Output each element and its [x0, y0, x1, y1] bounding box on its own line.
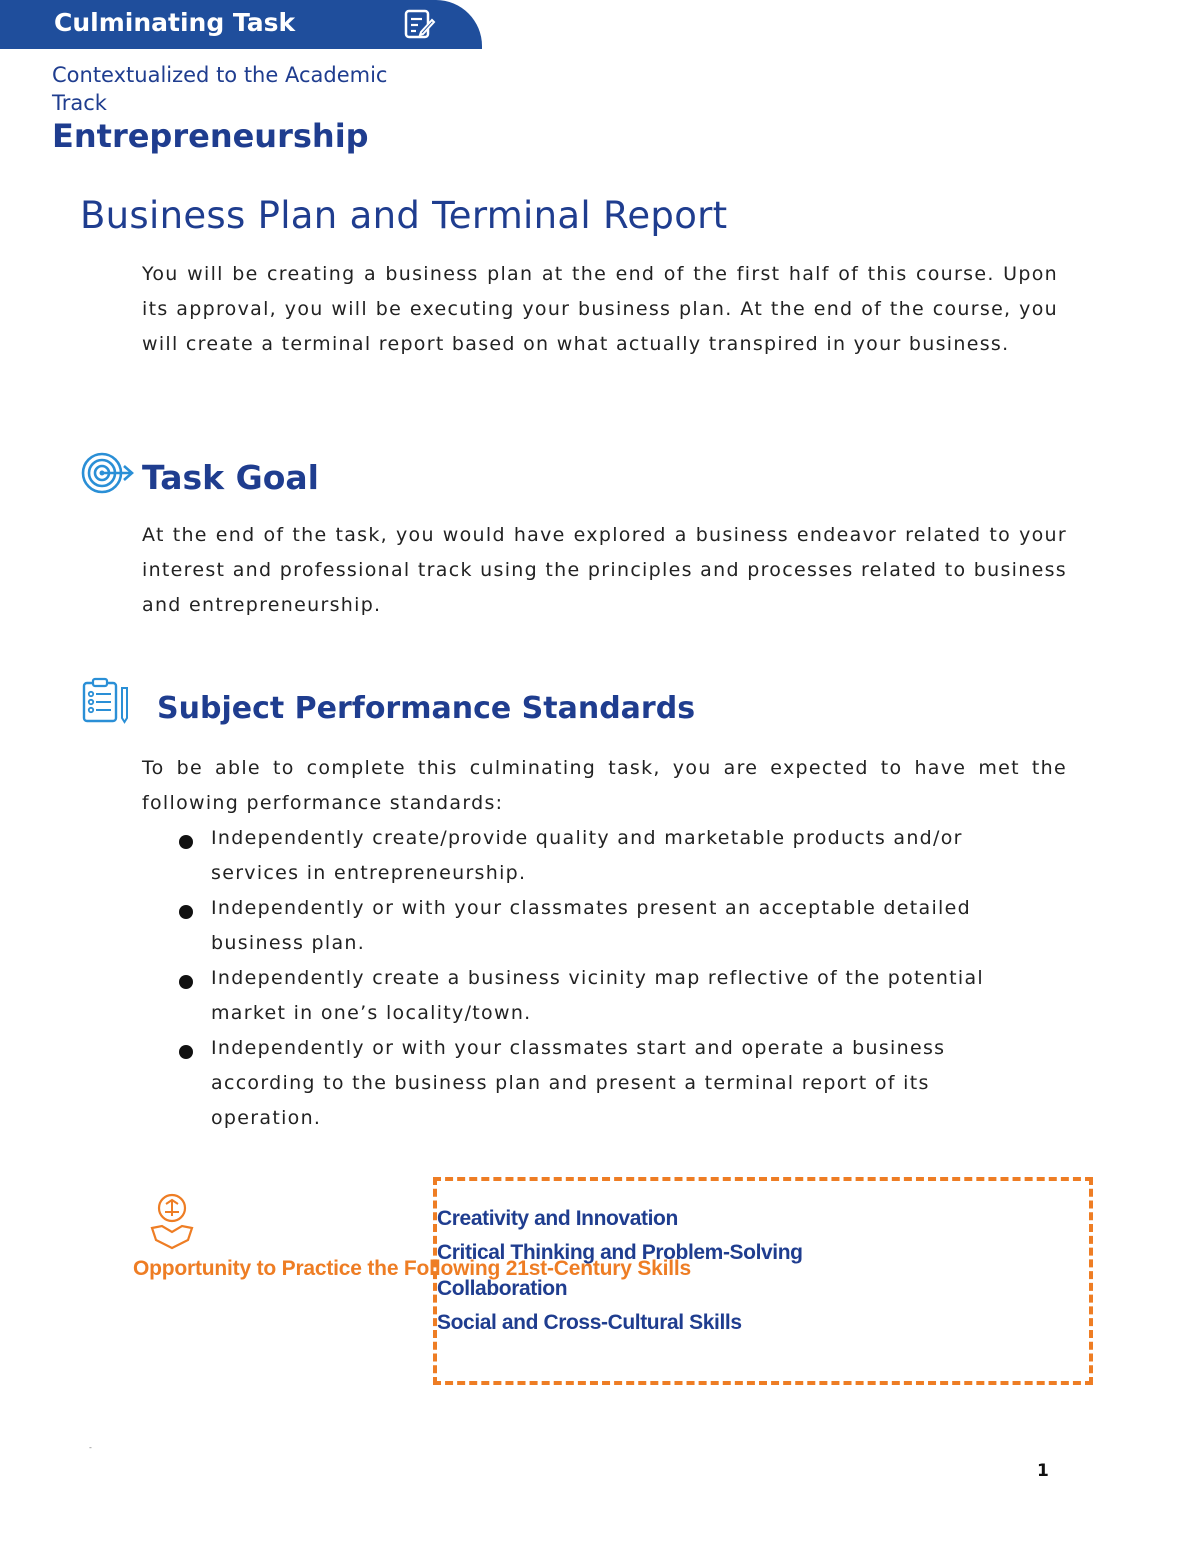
standards-heading: Subject Performance Standards [157, 691, 696, 726]
standards-list [177, 821, 1047, 1136]
task-goal-text: At the end of the task, you would have explored a business endeavor related to your interest and professional track using the principles and processes related to business and entrepreneurship. [142, 524, 1067, 616]
page-number: 1 [1037, 1461, 1049, 1481]
clipboard-list-icon [81, 678, 131, 724]
list-item: Independently or with your classmates start and operate a business according to the business plan and present a terminal report of its operation. [177, 1031, 1047, 1136]
skill-item: Social and Cross-Cultural Skills [437, 1311, 742, 1334]
page-title: Business Plan and Terminal Report [80, 194, 728, 237]
task-goal-heading: Task Goal [142, 458, 319, 497]
lightbulb-hands-icon [148, 1192, 196, 1252]
list-item: Independently or with your classmates present an acceptable detailed business plan. [177, 891, 1047, 961]
footer-mark: - [89, 1443, 92, 1452]
context-subtitle: Contextualized to the Academic Track [52, 63, 388, 115]
intro-paragraph: You will be creating a business plan at the end of the first half of this course. Upon its approval, you will be executing your business plan. At the end of the course, you will create a terminal report based on what actually transpired in your business. [142, 263, 1058, 355]
target-icon [80, 450, 136, 496]
skill-item: Creativity and Innovation [437, 1207, 678, 1230]
header-title: Culminating Task [54, 8, 296, 37]
skills-label: Opportunity to Practice the Following 21st-Century Skills [133, 1257, 692, 1280]
list-item: Independently create a business vicinity map reflective of the potential market in one’s locality/town. [177, 961, 1047, 1031]
subject-title: Entrepreneurship [52, 117, 369, 155]
skill-item: Critical Thinking and Problem-Solving [437, 1241, 803, 1264]
skill-item: Collaboration [437, 1277, 568, 1300]
checklist-edit-icon [403, 8, 435, 40]
standards-intro: To be able to complete this culminating task, you are expected to have met the following performance standards: [142, 757, 1067, 814]
list-item: Independently create/provide quality and marketable products and/or services in entrepreneurship. [177, 821, 1047, 891]
